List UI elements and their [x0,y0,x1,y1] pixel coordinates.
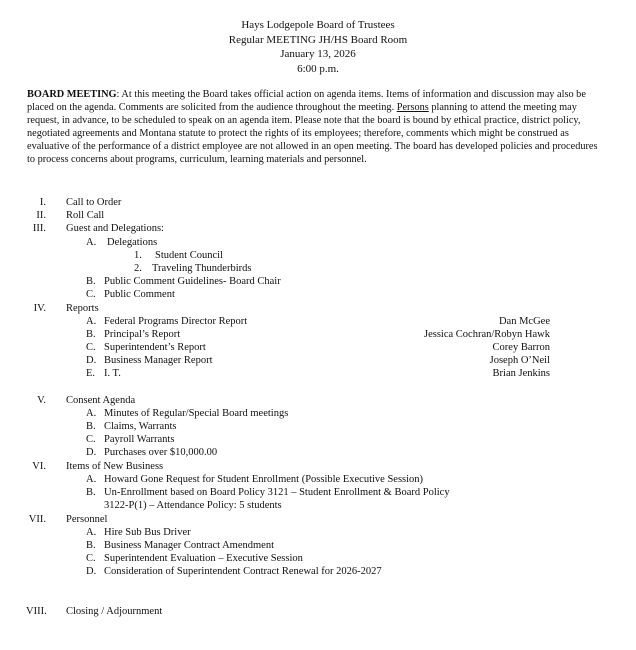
item-text: Public Comment Guidelines- Board Chair [104,276,281,287]
section-number: VII. [28,514,46,525]
item-text: Consideration of Superintendent Contract Renewal for 2026-2027 [104,566,382,577]
report-presenter: Dan McGee [498,316,550,327]
item-letter: B. [86,276,96,287]
section-number: IV. [33,303,46,314]
report-superintendent [0,341,636,354]
section-number: II. [36,210,46,221]
subitem-number: 2. [134,263,142,274]
board-name: Hays Lodgepole Board of Trustees [241,19,395,31]
item-text: Federal Programs Director Report [104,316,248,327]
item-text: Superintendent Evaluation – Executive Session [104,553,303,564]
section-title: Items of New Business [66,461,164,472]
item-letter: B. [86,540,96,551]
item-letter: D. [86,566,97,577]
report-principal [0,328,636,341]
item-text: Payroll Warrants [104,434,175,445]
item-letter: E. [86,368,96,379]
subitem-number: 1. [134,250,142,261]
item-text: Howard Gone Request for Student Enrollment (Possible Executive Session) [104,474,424,485]
report-federal-programs [0,315,636,328]
meeting-type-location: Regular MEETING JH/HS Board Room [228,33,408,46]
item-text: Delegations [107,237,158,248]
intro-bold-label: BOARD MEETING [27,89,117,100]
section-number: VIII. [26,606,47,617]
item-letter: C. [86,342,96,353]
item-text: Principal’s Report [104,329,181,340]
section-title: Consent Agenda [66,395,136,406]
item-text: Hire Sub Bus Driver [104,527,191,538]
report-business-manager [0,354,636,367]
item-text: I. T. [104,368,121,379]
section-number: VI. [32,461,46,472]
item-text: Business Manager Contract Amendment [104,540,275,551]
item-letter: B. [86,487,96,498]
section-title: Reports [66,303,99,314]
section-title: Roll Call [66,210,105,221]
intro-paragraph [27,88,607,166]
item-letter: C. [86,289,96,300]
item-letter: B. [86,421,96,432]
item-text: Business Manager Report [104,355,213,366]
meeting-date: January 13, 2026 [280,48,356,60]
section-title: Call to Order [66,197,122,208]
item-letter: D. [86,355,97,366]
item-text: Claims, Warrants [104,421,177,432]
report-presenter: Corey Barron [492,342,550,353]
item-letter: C. [86,434,96,445]
item-letter: A. [86,474,97,485]
item-text: Purchases over $10,000.00 [104,447,218,458]
item-text: Minutes of Regular/Special Board meetings [104,408,289,419]
section-number: I. [39,197,46,208]
report-presenter: Jessica Cochran/Robyn Hawk [424,329,550,340]
item-letter: B. [86,329,96,340]
report-presenter: Brian Jenkins [492,368,550,379]
intro-text-b: planning to attend the meeting may request, in advance, to be scheduled to speak on an agenda item. Please note that the board is bound by ethical practice, district policy, negotiated agreements and Montana statute to protect the rights of its employees; therefore, comments which might be construed as evaluative of the performance of a district employee are not allowed in an open meeting. The board has developed policies and procedures to process concerns about programs, curriculum, learning materials and personnel. [27,102,598,165]
intro-text-a: : At this meeting the Board takes official action on agenda items. Items of information and discussion may also be placed on the agenda. Comments are solicited from the audience throughout the meeting. [27,89,586,113]
intro-underlined-word: Persons [396,102,429,113]
item-letter: A. [86,408,97,419]
section-title: Closing / Adjournment [66,606,163,617]
subitem-text: Student Council [155,250,223,261]
section-number: III. [32,223,46,234]
item-letter: A. [86,237,97,248]
section-title: Guest and Delegations: [66,223,164,234]
item-letter: A. [86,527,97,538]
item-letter: C. [86,553,96,564]
report-presenter: Joseph O’Neil [489,355,550,366]
agenda-header [0,18,636,76]
item-text: Superintendent’s Report [104,342,206,353]
item-letter: A. [86,316,97,327]
subitem-text: Traveling Thunderbirds [152,263,252,274]
report-it [0,367,636,380]
meeting-time: 6:00 p.m. [297,62,339,75]
section-title: Personnel [66,514,108,525]
item-text: Un-Enrollment based on Board Policy 3121 – Student Enrollment & Board Policy [104,487,450,498]
item-text: Public Comment [104,289,175,300]
section-number: V. [37,395,46,406]
item-text-continued: 3122-P(1) – Attendance Policy: 5 students [104,500,282,511]
item-letter: D. [86,447,97,458]
